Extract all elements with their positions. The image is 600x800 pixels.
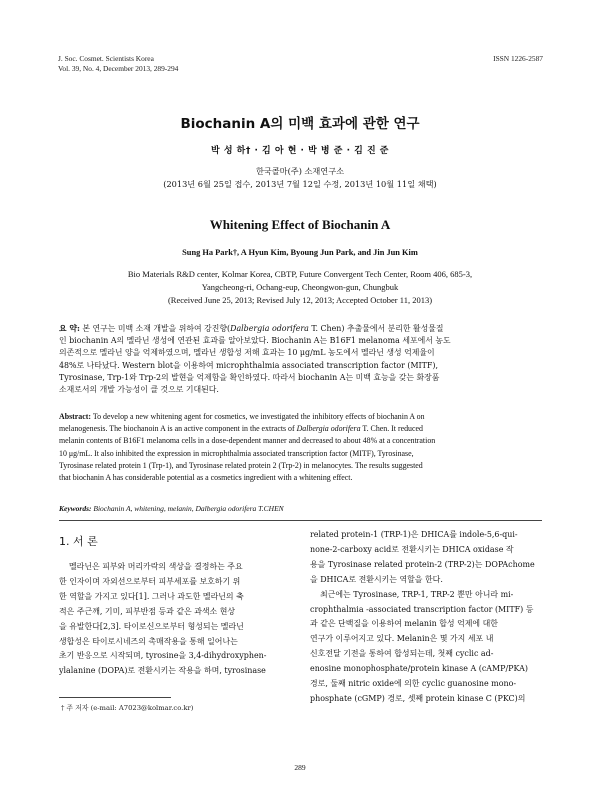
affiliation-english-line: Yangcheong-ri, Ochang-eup, Cheongwon-gun, Chungbuk bbox=[201, 282, 399, 292]
footnote-divider bbox=[59, 697, 171, 698]
abstract-english-label: Abstract: bbox=[59, 412, 91, 421]
affiliation-english bbox=[40, 268, 560, 307]
abstract-korean: 요 약: 본 연구는 미백 소재 개발을 위하여 강진향(Dalbergia odorifera T. Chen) 추출물에서 분리한 활성물질 인 biochanin A의 멜라닌 생성에 연관된 효과를 알아보았다. Biochanin A는 B16F1 melanoma 세포에서 농도 의존적으로 멜라닌 양을 억제하였으며, 멜라닌 생합성 저해 효과는 10 μg/mL 농도에서 멜라닌 생성 억제율이 48%로 나타났다. Western blot을 이용하여 microphthalmia associated transcription factor (MITF), Tyrosinase, Trp-1와 Trp-2의 발현을 억제함을 확인하였다. 따라서 biochanin A는 미백 효능을 갖는 화장품 소재로서의 개발 가능성이 클 것으로 기대된다. bbox=[59, 324, 451, 395]
paper-title-korean: Biochanin A의 미백 효과에 관한 연구 bbox=[180, 116, 420, 132]
journal-issn: ISSN 1226-2587 bbox=[493, 54, 543, 63]
received-dates-english: (Received June 25, 2013; Revised July 12, 2013; Accepted October 11, 2013) bbox=[167, 295, 433, 305]
authors-korean: 박 성 하† · 김 아 현 · 박 병 준 · 김 진 준 bbox=[211, 146, 389, 156]
authors-english: Sung Ha Park†, A Hyun Kim, Byoung Jun Park, and Jin Jun Kim bbox=[182, 248, 418, 257]
keywords bbox=[59, 504, 284, 513]
paper-title-english: Whitening Effect of Biochanin A bbox=[209, 217, 391, 232]
abstract-korean-label: 요 약: bbox=[59, 324, 80, 333]
keywords-text: Biochanin A, whitening, melanin, Dalbergia odorifera T.CHEN bbox=[91, 504, 284, 513]
species-name: Dalbergia odorifera bbox=[230, 324, 309, 333]
section-heading-introduction bbox=[59, 533, 98, 549]
footnote-corresponding-author: † 주 저자 (e-mail: A7023@kolmar.co.kr) bbox=[61, 704, 194, 712]
abstract-divider bbox=[59, 520, 542, 521]
journal-name: J. Soc. Cosmet. Scientists Korea bbox=[58, 54, 154, 63]
right-column-text: related protein-1 (TRP-1)은 DHICA를 indole-5,6-qui- none-2-carboxy acid로 전환시키는 DHICA oxidase 작 용을 Tyrosinase related protein-2 (TRP-2)는 DOPAchome 을 DHICA로 전환시키는 역할을 한다. 최근에는 Tyrosinase, TRP-1, TRP-2 뿐만 아니라 mi- crophthalmia -associated transcription factor (MITF) 등 과 같은 단백질을 이용하여 melanin 합성 억제에 대한 연구가 이루어지고 있다. Melanin은 몇 가지 세포 내 신호전달 기전을 통하여 합성되는데, 첫째 cyclic ad- enosine monophosphate/protein kinase A (cAMP/PKA) 경로, 둘째 nitric oxide에 의한 cyclic guanosine mono- phosphate (cGMP) 경로, 셋째 protein kinase C (PKC)의 bbox=[310, 530, 535, 703]
section-number: 1. bbox=[59, 535, 70, 548]
species-name: Dalbergia odorifera bbox=[296, 424, 361, 434]
journal-header bbox=[58, 54, 178, 74]
journal-volume: Vol. 39, No. 4, December 2013, 289-294 bbox=[58, 64, 179, 73]
dates-korean: (2013년 6월 25일 접수, 2013년 7월 12일 수정, 2013년 10월 11일 채택) bbox=[163, 178, 437, 189]
abstract-english: Abstract: To develop a new whitening agent for cosmetics, we investigated the inhibitory effects of biochanin A on melanogenesis. The biochanoin A is an active component in the extracts of Dalbergia odorifera T. Chen. It reduced melanin contents of B16F1 melanoma cells in a dose-dependent manner and decreased to about 48% at a concentration 10 μg/mL. It also inhibited the expression in microphthalmia associated transcription factor (MITF), Tyrosinase, Tyrosinase related protein 1 (Trp-1), and Tyrosinase related protein 2 (Trp-2) in melanocytes. The results suggested that biochanin A has considerable potential as a cosmetics ingredient with a whitening effect. bbox=[59, 412, 436, 483]
page-number: 289 bbox=[294, 763, 306, 772]
keywords-label: Keywords: bbox=[59, 504, 92, 513]
affiliation-english-line: Bio Materials R&D center, Kolmar Korea, CBTP, Future Convergent Tech Center, Room 406, 685-3, bbox=[127, 269, 473, 279]
section-title: 서 론 bbox=[73, 535, 98, 548]
left-column-text: 멜라닌은 피부와 머리카락의 색상을 결정하는 주요 한 인자이며 자외선으로부터 피부세포를 보호하기 위 한 역할을 가지고 있다[1]. 그러나 과도한 멜라닌의 축 적은 주근깨, 기미, 피부반점 등과 같은 과색소 현상 을 유발한다[2,3]. 타이로신으로부터 형성되는 멜라닌 생합성은 타이로시네즈의 촉매작용을 통해 일어나는 초기 반응으로 시작되며, tyrosine을 3,4-dihydroxyphen- ylalanine (DOPA)로 전환시키는 작용을 하며, tyrosinase bbox=[59, 562, 267, 676]
affiliation-korean bbox=[0, 165, 600, 190]
affiliation-korean-name: 한국콜마(주) 소재연구소 bbox=[255, 166, 345, 176]
